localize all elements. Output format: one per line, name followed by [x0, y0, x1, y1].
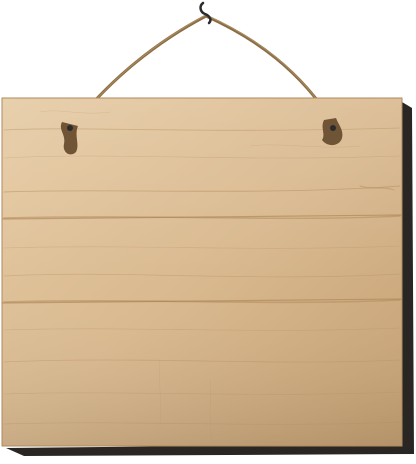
wall-hook-icon: [201, 3, 211, 23]
